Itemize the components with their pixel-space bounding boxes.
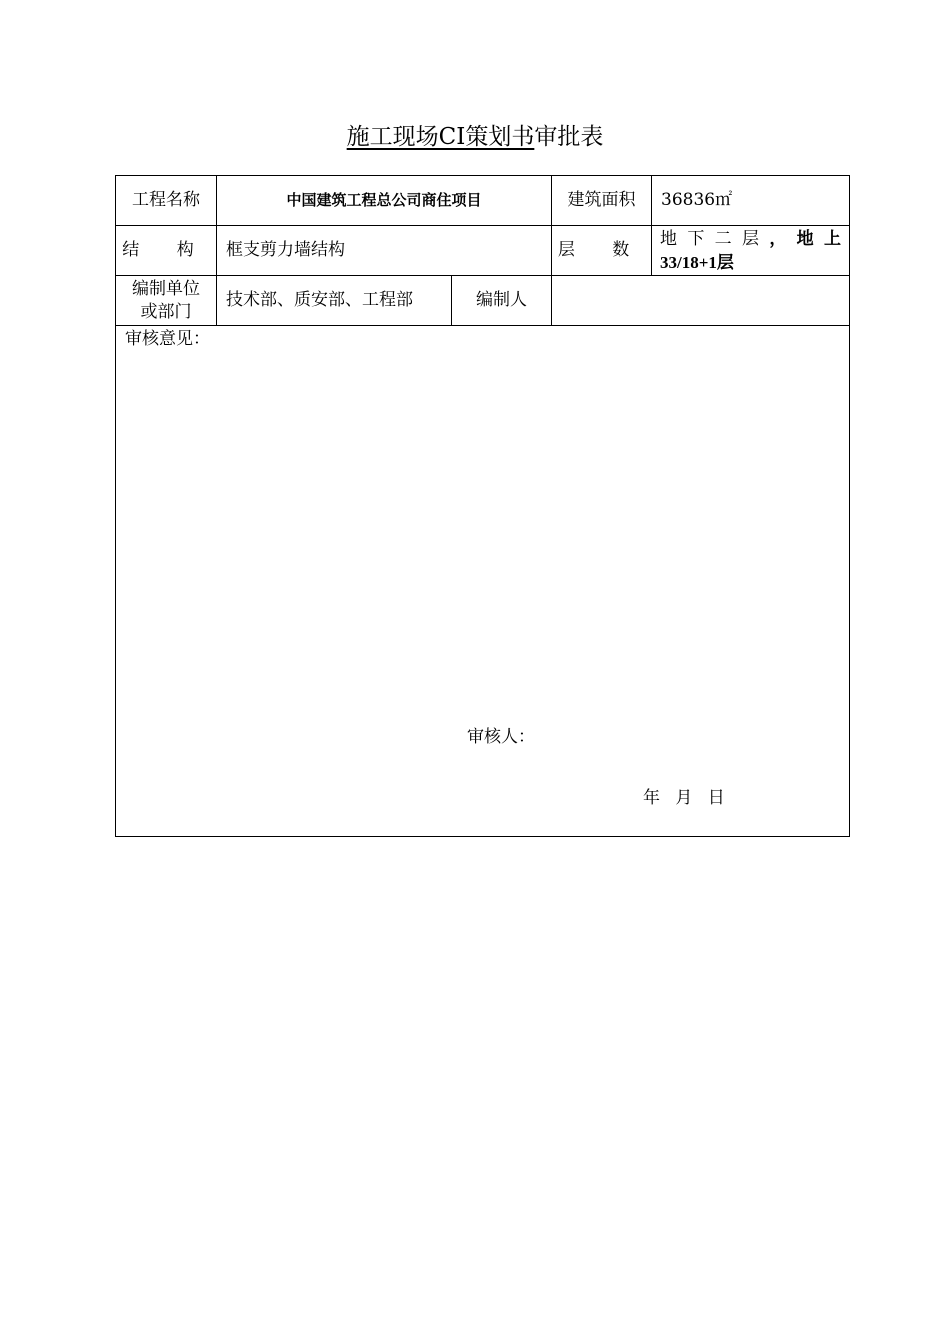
title-rest: 审批表 (534, 124, 604, 150)
author-value[interactable] (552, 276, 850, 326)
area-value: 36836㎡ (652, 176, 850, 226)
floors-value (652, 226, 850, 276)
unit-label: 编制单位 或部门 (116, 276, 217, 326)
floors-label: 层 数 (552, 226, 652, 276)
title-underlined: 施工现场CI策划书 (346, 124, 535, 150)
structure-value: 框支剪力墙结构 (217, 226, 552, 276)
row-structure (116, 226, 850, 276)
opinion-label: 审核意见： (125, 329, 210, 349)
author-label: 编制人 (452, 276, 552, 326)
page-title (0, 121, 950, 153)
row-project (116, 176, 850, 226)
date-label: 年 月 日 (643, 788, 725, 808)
reviewer-label: 审核人： (467, 727, 535, 747)
approval-form (115, 175, 850, 837)
row-opinion (116, 326, 850, 837)
unit-value: 技术部、质安部、工程部 (217, 276, 452, 326)
area-label: 建筑面积 (552, 176, 652, 226)
project-name-value: 中国建筑工程总公司商住项目 (217, 176, 552, 226)
project-name-label: 工程名称 (116, 176, 217, 226)
row-unit (116, 276, 850, 326)
structure-label: 结 构 (116, 226, 217, 276)
opinion-cell[interactable] (116, 326, 850, 837)
floors-value-line2: 33/18+1层 (660, 252, 734, 272)
floors-value-line1: 地 下 二 层 ， 地 上 (660, 228, 841, 249)
